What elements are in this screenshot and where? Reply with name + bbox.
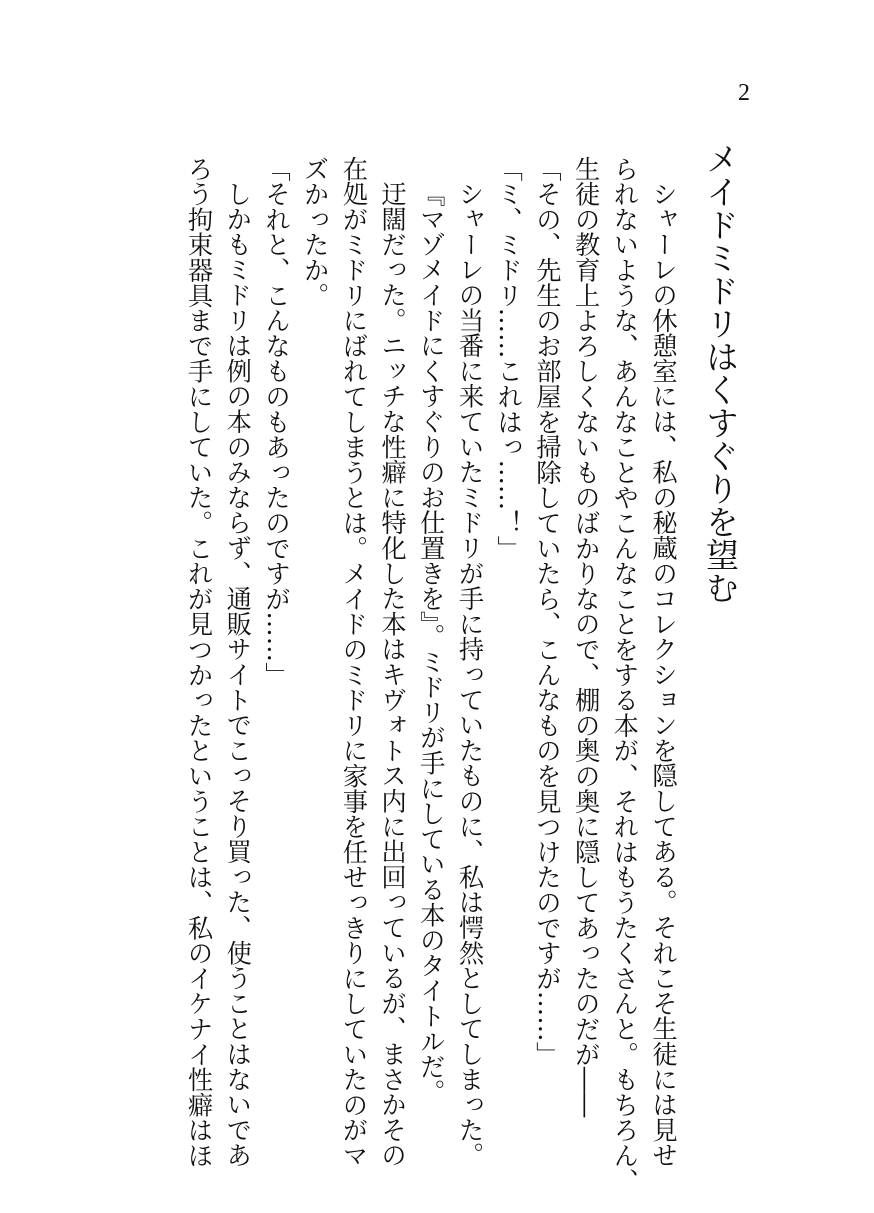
text-line: 迂闊だった。ニッチな性癖に特化した本はキヴォトス内に出回っているが、まさかその: [378, 181, 408, 1168]
page-number: 2: [738, 80, 750, 106]
text-line: 在処がミドリにばれてしまうとは。メイドのミドリに家事を任せっきりにしていたのがマ: [339, 156, 369, 1168]
text-line: 『マゾメイドにくすぐりのお仕置きを』。ミドリが手にしている本のタイトルだ。: [416, 181, 446, 1105]
text-line: 生徒の教育上よろしくないものばかりなので、棚の奥の奥に隠してあったのだが――: [571, 156, 601, 1118]
body-text: [179, 156, 682, 1194]
text-line: しかもミドリは例の本のみならず、通販サイトでこっそり買った、使うことはないであ: [223, 181, 253, 1168]
text-line: ろう拘束器具まで手にしていた。これが見つかったということは、私のイケナイ性癖はほ: [184, 156, 214, 1168]
text-line: シャーレの当番に来ていたミドリが手に持っていたものに、私は愕然としてしまった。: [455, 181, 485, 1168]
chapter-title: メイドミドリはくすぐりを望む: [701, 142, 740, 604]
text-line: シャーレの休憩室には、私の秘蔵のコレクションを隠してある。それこそ生徒には見せ: [649, 181, 678, 1168]
text-line: 「それと、こんなものもあったのですが……」: [261, 156, 291, 688]
text-line: ズかったか。: [300, 156, 330, 308]
text-line: 「その、先生のお部屋を掃除していたら、こんなものを見つけたのですが……」: [532, 156, 562, 1067]
text-line: られないような、あんなことやこんなことをする本が、それはもうたくさんと。もちろん、: [610, 156, 640, 1194]
text-line: 「ミ、ミドリ……これはっ……！」: [494, 156, 524, 561]
